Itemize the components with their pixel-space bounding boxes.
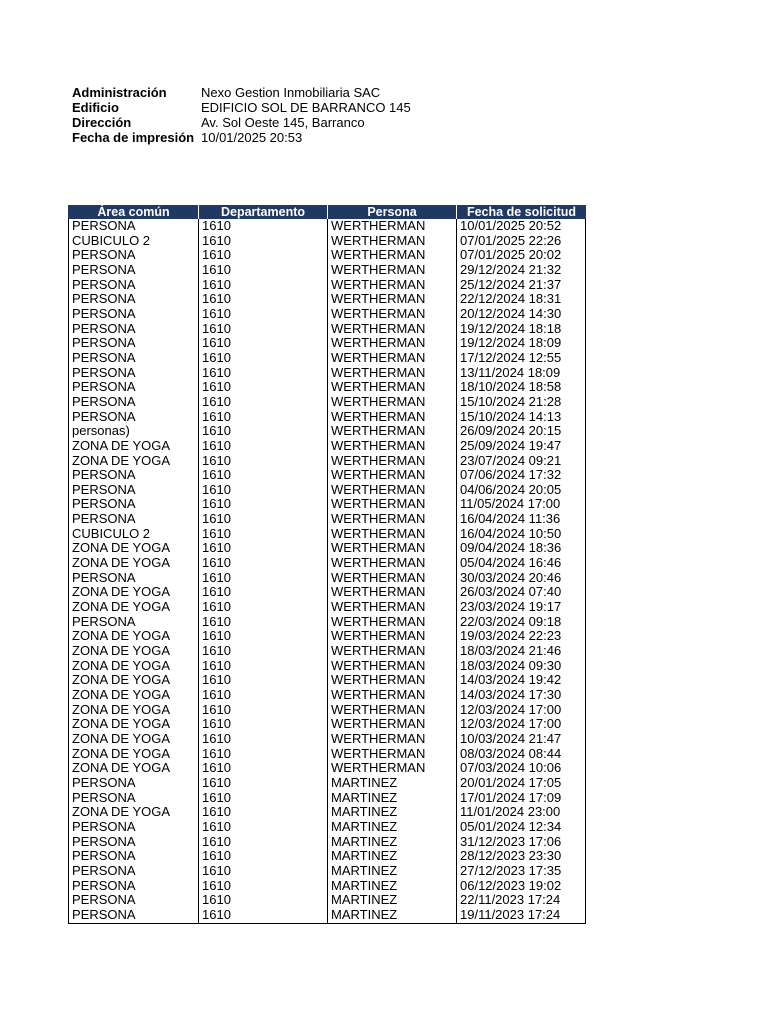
cell-area-comun: personas): [68, 424, 198, 439]
table-body: [68, 219, 586, 924]
cell-persona: WERTHERMAN: [327, 703, 456, 718]
cell-area-comun: ZONA DE YOGA: [68, 732, 198, 747]
cell-fecha-solicitud: 07/01/2025 22:26: [456, 234, 586, 249]
cell-fecha-solicitud: 14/03/2024 19:42: [456, 673, 586, 688]
cell-area-comun: PERSONA: [68, 864, 198, 879]
cell-persona: MARTINEZ: [327, 791, 456, 806]
cell-persona: WERTHERMAN: [327, 322, 456, 337]
table-row: [68, 732, 586, 747]
cell-area-comun: ZONA DE YOGA: [68, 805, 198, 820]
cell-departamento: 1610: [198, 307, 327, 322]
cell-area-comun: PERSONA: [68, 820, 198, 835]
table-row: [68, 747, 586, 762]
cell-fecha-solicitud: 06/12/2023 19:02: [456, 879, 586, 894]
table-row: [68, 600, 586, 615]
cell-persona: WERTHERMAN: [327, 600, 456, 615]
table-row: [68, 864, 586, 879]
cell-fecha-solicitud: 13/11/2024 18:09: [456, 366, 586, 381]
cell-departamento: 1610: [198, 234, 327, 249]
cell-fecha-solicitud: 16/04/2024 10:50: [456, 527, 586, 542]
cell-departamento: 1610: [198, 615, 327, 630]
cell-area-comun: ZONA DE YOGA: [68, 673, 198, 688]
cell-area-comun: PERSONA: [68, 292, 198, 307]
cell-persona: WERTHERMAN: [327, 747, 456, 762]
column-header-fecha-solicitud: Fecha de solicitud: [456, 205, 586, 219]
cell-fecha-solicitud: 10/01/2025 20:52: [456, 219, 586, 234]
cell-persona: MARTINEZ: [327, 805, 456, 820]
administracion-value: Nexo Gestion Inmobiliaria SAC: [201, 85, 381, 100]
cell-departamento: 1610: [198, 263, 327, 278]
table-row: [68, 263, 586, 278]
table-row: [68, 439, 586, 454]
table-row: [68, 351, 586, 366]
cell-area-comun: ZONA DE YOGA: [68, 659, 198, 674]
cell-persona: WERTHERMAN: [327, 688, 456, 703]
cell-area-comun: PERSONA: [68, 879, 198, 894]
cell-area-comun: PERSONA: [68, 497, 198, 512]
cell-departamento: 1610: [198, 717, 327, 732]
edificio-label: Edificio: [72, 100, 119, 115]
cell-fecha-solicitud: 20/01/2024 17:05: [456, 776, 586, 791]
cell-departamento: 1610: [198, 483, 327, 498]
table-row: [68, 278, 586, 293]
cell-departamento: 1610: [198, 791, 327, 806]
cell-fecha-solicitud: 23/07/2024 09:21: [456, 454, 586, 469]
cell-departamento: 1610: [198, 454, 327, 469]
table-row: [68, 292, 586, 307]
cell-fecha-solicitud: 25/09/2024 19:47: [456, 439, 586, 454]
cell-persona: WERTHERMAN: [327, 527, 456, 542]
table-row: [68, 849, 586, 864]
cell-departamento: 1610: [198, 908, 327, 923]
cell-departamento: 1610: [198, 571, 327, 586]
cell-area-comun: ZONA DE YOGA: [68, 703, 198, 718]
table-row: [68, 307, 586, 322]
cell-fecha-solicitud: 11/05/2024 17:00: [456, 497, 586, 512]
table-row: [68, 629, 586, 644]
table-header: [68, 205, 586, 219]
cell-persona: WERTHERMAN: [327, 366, 456, 381]
cell-departamento: 1610: [198, 644, 327, 659]
cell-area-comun: PERSONA: [68, 307, 198, 322]
table-row: [68, 893, 586, 908]
cell-fecha-solicitud: 25/12/2024 21:37: [456, 278, 586, 293]
cell-fecha-solicitud: 12/03/2024 17:00: [456, 703, 586, 718]
cell-persona: WERTHERMAN: [327, 351, 456, 366]
cell-persona: WERTHERMAN: [327, 717, 456, 732]
cell-departamento: 1610: [198, 541, 327, 556]
cell-fecha-solicitud: 04/06/2024 20:05: [456, 483, 586, 498]
administracion-label: Administración: [72, 85, 167, 100]
table-row: [68, 380, 586, 395]
cell-persona: WERTHERMAN: [327, 336, 456, 351]
cell-fecha-solicitud: 14/03/2024 17:30: [456, 688, 586, 703]
cell-persona: WERTHERMAN: [327, 292, 456, 307]
info-row-fecha-impresion: [72, 130, 411, 145]
cell-fecha-solicitud: 07/03/2024 10:06: [456, 761, 586, 776]
cell-fecha-solicitud: 07/01/2025 20:02: [456, 248, 586, 263]
cell-persona: WERTHERMAN: [327, 307, 456, 322]
cell-fecha-solicitud: 18/10/2024 18:58: [456, 380, 586, 395]
cell-persona: WERTHERMAN: [327, 468, 456, 483]
cell-persona: MARTINEZ: [327, 820, 456, 835]
cell-persona: WERTHERMAN: [327, 761, 456, 776]
cell-persona: WERTHERMAN: [327, 497, 456, 512]
cell-departamento: 1610: [198, 879, 327, 894]
cell-persona: WERTHERMAN: [327, 673, 456, 688]
cell-departamento: 1610: [198, 659, 327, 674]
cell-departamento: 1610: [198, 219, 327, 234]
cell-fecha-solicitud: 19/12/2024 18:09: [456, 336, 586, 351]
cell-area-comun: ZONA DE YOGA: [68, 600, 198, 615]
cell-area-comun: ZONA DE YOGA: [68, 747, 198, 762]
table-row: [68, 483, 586, 498]
table-row: [68, 908, 586, 923]
table-row: [68, 234, 586, 249]
cell-area-comun: PERSONA: [68, 791, 198, 806]
cell-area-comun: PERSONA: [68, 893, 198, 908]
table-row: [68, 322, 586, 337]
cell-departamento: 1610: [198, 629, 327, 644]
cell-fecha-solicitud: 15/10/2024 14:13: [456, 410, 586, 425]
cell-fecha-solicitud: 05/01/2024 12:34: [456, 820, 586, 835]
cell-departamento: 1610: [198, 673, 327, 688]
cell-persona: WERTHERMAN: [327, 234, 456, 249]
cell-persona: WERTHERMAN: [327, 644, 456, 659]
table-row: [68, 556, 586, 571]
column-header-departamento: Departamento: [198, 205, 327, 219]
cell-persona: WERTHERMAN: [327, 512, 456, 527]
cell-area-comun: PERSONA: [68, 322, 198, 337]
table-row: [68, 512, 586, 527]
cell-departamento: 1610: [198, 527, 327, 542]
cell-persona: MARTINEZ: [327, 893, 456, 908]
cell-fecha-solicitud: 27/12/2023 17:35: [456, 864, 586, 879]
table-row: [68, 879, 586, 894]
table-row: [68, 820, 586, 835]
table-row: [68, 585, 586, 600]
cell-departamento: 1610: [198, 322, 327, 337]
cell-fecha-solicitud: 22/11/2023 17:24: [456, 893, 586, 908]
cell-area-comun: ZONA DE YOGA: [68, 556, 198, 571]
cell-persona: WERTHERMAN: [327, 556, 456, 571]
cell-area-comun: PERSONA: [68, 248, 198, 263]
cell-persona: WERTHERMAN: [327, 395, 456, 410]
table-row: [68, 527, 586, 542]
cell-departamento: 1610: [198, 380, 327, 395]
cell-persona: WERTHERMAN: [327, 380, 456, 395]
cell-persona: MARTINEZ: [327, 864, 456, 879]
cell-departamento: 1610: [198, 248, 327, 263]
cell-persona: WERTHERMAN: [327, 424, 456, 439]
cell-departamento: 1610: [198, 556, 327, 571]
table-row: [68, 571, 586, 586]
cell-fecha-solicitud: 17/01/2024 17:09: [456, 791, 586, 806]
table-row: [68, 454, 586, 469]
cell-fecha-solicitud: 11/01/2024 23:00: [456, 805, 586, 820]
cell-area-comun: PERSONA: [68, 380, 198, 395]
cell-departamento: 1610: [198, 497, 327, 512]
fecha-impresion-value: 10/01/2025 20:53: [201, 130, 303, 145]
table-row: [68, 219, 586, 234]
cell-departamento: 1610: [198, 732, 327, 747]
cell-persona: WERTHERMAN: [327, 571, 456, 586]
cell-fecha-solicitud: 17/12/2024 12:55: [456, 351, 586, 366]
building-info: [72, 85, 411, 145]
table-row: [68, 805, 586, 820]
cell-persona: MARTINEZ: [327, 908, 456, 923]
cell-area-comun: ZONA DE YOGA: [68, 454, 198, 469]
table-row: [68, 703, 586, 718]
cell-area-comun: PERSONA: [68, 351, 198, 366]
cell-persona: WERTHERMAN: [327, 541, 456, 556]
cell-fecha-solicitud: 30/03/2024 20:46: [456, 571, 586, 586]
cell-area-comun: CUBICULO 2: [68, 527, 198, 542]
info-row-administracion: [72, 85, 411, 100]
cell-persona: WERTHERMAN: [327, 263, 456, 278]
table-row: [68, 688, 586, 703]
cell-area-comun: ZONA DE YOGA: [68, 644, 198, 659]
cell-area-comun: PERSONA: [68, 219, 198, 234]
table-row: [68, 673, 586, 688]
cell-fecha-solicitud: 10/03/2024 21:47: [456, 732, 586, 747]
cell-fecha-solicitud: 07/06/2024 17:32: [456, 468, 586, 483]
cell-area-comun: ZONA DE YOGA: [68, 761, 198, 776]
cell-fecha-solicitud: 28/12/2023 23:30: [456, 849, 586, 864]
cell-area-comun: PERSONA: [68, 410, 198, 425]
cell-fecha-solicitud: 26/09/2024 20:15: [456, 424, 586, 439]
cell-area-comun: PERSONA: [68, 908, 198, 923]
cell-departamento: 1610: [198, 688, 327, 703]
info-row-direccion: [72, 115, 411, 130]
cell-departamento: 1610: [198, 747, 327, 762]
cell-departamento: 1610: [198, 864, 327, 879]
cell-fecha-solicitud: 19/12/2024 18:18: [456, 322, 586, 337]
cell-area-comun: PERSONA: [68, 615, 198, 630]
cell-area-comun: PERSONA: [68, 395, 198, 410]
cell-persona: WERTHERMAN: [327, 454, 456, 469]
cell-area-comun: CUBICULO 2: [68, 234, 198, 249]
cell-departamento: 1610: [198, 292, 327, 307]
cell-fecha-solicitud: 20/12/2024 14:30: [456, 307, 586, 322]
cell-persona: WERTHERMAN: [327, 483, 456, 498]
cell-departamento: 1610: [198, 351, 327, 366]
column-header-persona: Persona: [327, 205, 456, 219]
table-row: [68, 835, 586, 850]
table-row: [68, 248, 586, 263]
table-row: [68, 761, 586, 776]
cell-departamento: 1610: [198, 512, 327, 527]
cell-fecha-solicitud: 26/03/2024 07:40: [456, 585, 586, 600]
cell-area-comun: PERSONA: [68, 849, 198, 864]
column-header-area-comun: Área común: [68, 205, 198, 219]
cell-fecha-solicitud: 22/03/2024 09:18: [456, 615, 586, 630]
cell-fecha-solicitud: 12/03/2024 17:00: [456, 717, 586, 732]
info-row-edificio: [72, 100, 411, 115]
cell-fecha-solicitud: 16/04/2024 11:36: [456, 512, 586, 527]
table-row: [68, 497, 586, 512]
cell-area-comun: PERSONA: [68, 776, 198, 791]
cell-area-comun: PERSONA: [68, 263, 198, 278]
cell-area-comun: PERSONA: [68, 512, 198, 527]
cell-fecha-solicitud: 22/12/2024 18:31: [456, 292, 586, 307]
table-row: [68, 615, 586, 630]
cell-departamento: 1610: [198, 761, 327, 776]
cell-departamento: 1610: [198, 805, 327, 820]
cell-persona: MARTINEZ: [327, 835, 456, 850]
cell-area-comun: ZONA DE YOGA: [68, 439, 198, 454]
cell-departamento: 1610: [198, 336, 327, 351]
table-row: [68, 791, 586, 806]
table-row: [68, 395, 586, 410]
edificio-value: EDIFICIO SOL DE BARRANCO 145: [201, 100, 411, 115]
cell-persona: WERTHERMAN: [327, 278, 456, 293]
cell-area-comun: PERSONA: [68, 835, 198, 850]
cell-departamento: 1610: [198, 439, 327, 454]
cell-departamento: 1610: [198, 585, 327, 600]
table-row: [68, 659, 586, 674]
cell-departamento: 1610: [198, 703, 327, 718]
cell-area-comun: ZONA DE YOGA: [68, 585, 198, 600]
cell-persona: WERTHERMAN: [327, 439, 456, 454]
cell-fecha-solicitud: 29/12/2024 21:32: [456, 263, 586, 278]
cell-persona: WERTHERMAN: [327, 732, 456, 747]
cell-departamento: 1610: [198, 835, 327, 850]
cell-area-comun: ZONA DE YOGA: [68, 717, 198, 732]
cell-fecha-solicitud: 19/03/2024 22:23: [456, 629, 586, 644]
cell-area-comun: PERSONA: [68, 366, 198, 381]
reservations-table: [68, 205, 586, 924]
cell-departamento: 1610: [198, 395, 327, 410]
table-row: [68, 541, 586, 556]
cell-persona: WERTHERMAN: [327, 219, 456, 234]
cell-area-comun: ZONA DE YOGA: [68, 688, 198, 703]
cell-area-comun: ZONA DE YOGA: [68, 629, 198, 644]
cell-departamento: 1610: [198, 600, 327, 615]
table-row: [68, 366, 586, 381]
cell-departamento: 1610: [198, 366, 327, 381]
cell-departamento: 1610: [198, 893, 327, 908]
cell-area-comun: PERSONA: [68, 278, 198, 293]
cell-area-comun: PERSONA: [68, 483, 198, 498]
cell-fecha-solicitud: 18/03/2024 21:46: [456, 644, 586, 659]
cell-departamento: 1610: [198, 278, 327, 293]
cell-fecha-solicitud: 31/12/2023 17:06: [456, 835, 586, 850]
cell-persona: WERTHERMAN: [327, 248, 456, 263]
cell-departamento: 1610: [198, 424, 327, 439]
direccion-label: Dirección: [72, 115, 132, 130]
cell-fecha-solicitud: 08/03/2024 08:44: [456, 747, 586, 762]
table-row: [68, 644, 586, 659]
fecha-impresion-label: Fecha de impresión: [72, 130, 195, 145]
cell-area-comun: ZONA DE YOGA: [68, 541, 198, 556]
cell-fecha-solicitud: 15/10/2024 21:28: [456, 395, 586, 410]
cell-persona: WERTHERMAN: [327, 585, 456, 600]
cell-persona: WERTHERMAN: [327, 615, 456, 630]
cell-area-comun: PERSONA: [68, 468, 198, 483]
cell-departamento: 1610: [198, 776, 327, 791]
cell-departamento: 1610: [198, 410, 327, 425]
cell-fecha-solicitud: 05/04/2024 16:46: [456, 556, 586, 571]
table-row: [68, 336, 586, 351]
direccion-value: Av. Sol Oeste 145, Barranco: [201, 115, 365, 130]
cell-fecha-solicitud: 18/03/2024 09:30: [456, 659, 586, 674]
cell-persona: MARTINEZ: [327, 776, 456, 791]
cell-departamento: 1610: [198, 468, 327, 483]
cell-fecha-solicitud: 23/03/2024 19:17: [456, 600, 586, 615]
table-row: [68, 717, 586, 732]
cell-fecha-solicitud: 19/11/2023 17:24: [456, 908, 586, 923]
cell-persona: MARTINEZ: [327, 849, 456, 864]
cell-persona: WERTHERMAN: [327, 659, 456, 674]
cell-departamento: 1610: [198, 849, 327, 864]
cell-persona: WERTHERMAN: [327, 410, 456, 425]
table-row: [68, 410, 586, 425]
table-row: [68, 468, 586, 483]
cell-area-comun: PERSONA: [68, 571, 198, 586]
cell-area-comun: PERSONA: [68, 336, 198, 351]
cell-persona: WERTHERMAN: [327, 629, 456, 644]
cell-departamento: 1610: [198, 820, 327, 835]
cell-fecha-solicitud: 09/04/2024 18:36: [456, 541, 586, 556]
table-row: [68, 424, 586, 439]
cell-persona: MARTINEZ: [327, 879, 456, 894]
table-row: [68, 776, 586, 791]
